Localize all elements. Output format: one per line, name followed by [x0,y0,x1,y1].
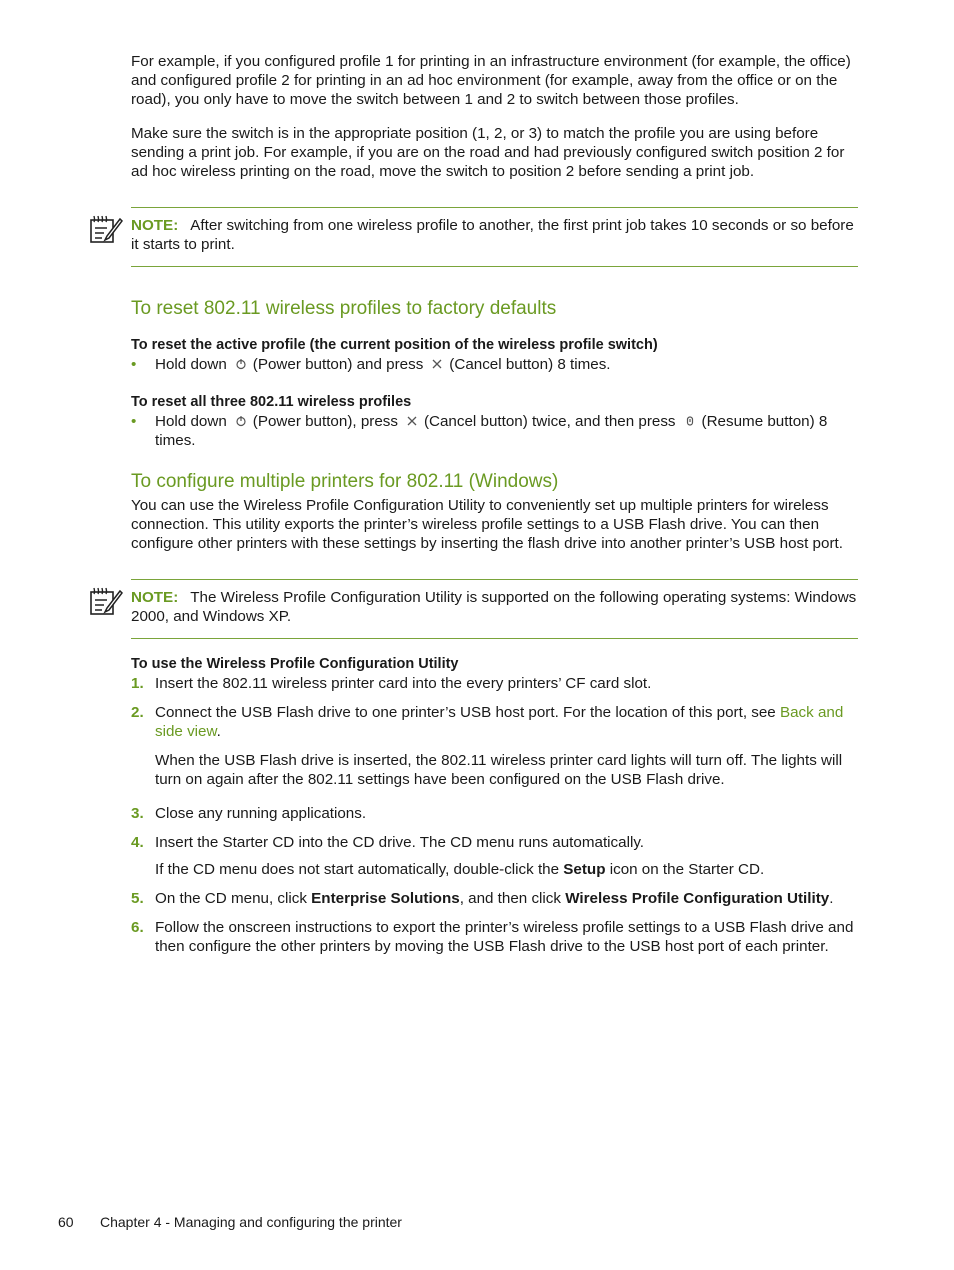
notepad-pencil-icon [89,586,123,616]
bullet-text-part: Hold down [155,356,227,373]
utility-procedure-title: To use the Wireless Profile Configuration Utility [131,656,459,672]
note-box-2 [131,579,858,639]
bullet-marker: • [131,413,137,430]
step-text: Insert the Starter CD into the CD drive. The CD menu runs automatically. [155,834,645,851]
step-4-detail-part: If the CD menu does not start automatically, double-click the [155,861,564,878]
cancel-button-icon [406,415,418,427]
wireless-utility-label: Wireless Profile Configuration Utility [565,890,830,907]
step-text: , and then click [459,890,566,907]
step-4-detail-part: icon on the Starter CD. [605,861,765,878]
step-text: Insert the 802.11 wireless printer card into the every printers’ CF card slot. [155,675,652,692]
step-number: 4. [131,834,144,851]
bullet-text-part: Hold down [155,413,227,430]
notepad-pencil-icon [89,214,123,244]
bullet-text-part: (Cancel button) 8 times. [449,356,611,373]
reset-active-profile-title: To reset the active profile (the current position of the wireless profile switch) [131,337,658,353]
step-text-end: . [216,723,221,740]
step-4 [131,833,858,852]
utility-procedure [131,655,858,956]
reset-all-bullet-item [131,412,858,450]
step-6 [131,918,858,956]
resume-button-icon [684,415,696,427]
step-text: Follow the onscreen instructions to export the printer’s wireless profile settings to a USB Flash drive and then configure the other printers by moving the USB Flash drive to the USB host port of each printer. [155,919,854,955]
intro-paragraph-2: Make sure the switch is in the appropriate position (1, 2, or 3) to match the profile you are using before sending a print job. For example, if you are on the road and had previously configured switch position 2 for ad hoc wireless printing on the road, move the switch to position 2 before sending a print job. [131,125,845,180]
note-label: NOTE: [131,217,179,234]
note-box-1 [131,207,858,267]
bullet-text-part: (Power button), press [252,413,398,430]
step-2 [131,703,858,741]
page-number: 60 [58,1214,74,1230]
step-1 [131,674,858,693]
power-button-icon [235,415,247,427]
note-1-body: After switching from one wireless profile to another, the first print job takes 10 seconds or so before it starts to print. [131,217,854,253]
intro-paragraph-1: For example, if you configured profile 1 for printing in an infrastructure environment (for example, the office) and configured profile 2 for printing in an ad hoc environment (for example, away from the office or on the road), you only have to move the switch between 1 and 2 to switch between those profiles. [131,53,851,108]
chapter-title: Chapter 4 - Managing and configuring the printer [100,1214,402,1230]
step-number: 5. [131,890,144,907]
step-text: On the CD menu, click [155,890,312,907]
step-text: Close any running applications. [155,805,367,822]
step-number: 6. [131,919,144,936]
step-number: 2. [131,704,144,721]
step-number: 1. [131,675,144,692]
note-label: NOTE: [131,589,179,606]
enterprise-solutions-label: Enterprise Solutions [311,890,460,907]
page-footer [58,1214,402,1230]
power-button-icon [235,358,247,370]
reset-all-profiles-title: To reset all three 802.11 wireless profiles [131,394,412,410]
setup-icon-name: Setup [563,861,606,878]
back-and-side-view-link[interactable]: Back and side view [155,704,844,740]
bullet-text-part: (Cancel button) twice, and then press [423,413,676,430]
page-content [131,52,858,956]
configure-printers-heading: To configure multiple printers for 802.11 (Windows) [131,471,559,492]
step-3 [131,804,858,823]
note-2-body: The Wireless Profile Configuration Utility is supported on the following operating systems: Windows 2000, and Windows XP. [131,589,857,625]
cancel-button-icon [431,358,443,370]
step-4-detail [131,860,858,879]
bullet-text-part: (Power button) and press [252,356,424,373]
reset-active-bullet-item [131,355,858,374]
configure-printers-body: You can use the Wireless Profile Configuration Utility to conveniently set up multiple printers for wireless connection. This utility exports the printer’s wireless profile settings to a USB Flash drive. You can then configure other printers with these settings by inserting the flash drive into another printer’s USB host port. [131,497,843,552]
bullet-text-part: (Resume button) 8 times. [155,413,828,449]
reset-profiles-heading: To reset 802.11 wireless profiles to factory defaults [131,298,557,319]
step-5 [131,889,858,908]
note-1-text [131,216,858,254]
bullet-marker: • [131,356,137,373]
step-2-detail: When the USB Flash drive is inserted, the 802.11 wireless printer card lights will turn off. The lights will turn on again after the 802.11 settings have been configured on the USB Flash drive. [155,752,843,788]
note-2-text [131,588,858,626]
step-text: . [829,890,834,907]
step-number: 3. [131,805,144,822]
step-text: Connect the USB Flash drive to one printer’s USB host port. For the location of this port, see [155,704,780,721]
